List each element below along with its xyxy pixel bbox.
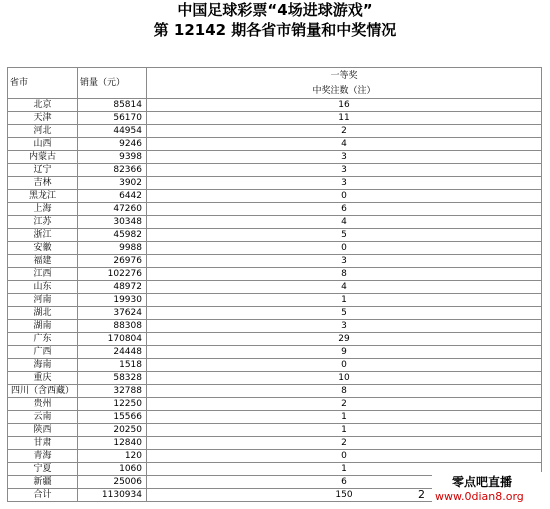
table-row — [8, 359, 542, 372]
sales-cell: 1060 — [78, 463, 147, 476]
sales-cell: 82366 — [78, 164, 147, 177]
province-cell: 合计 — [8, 489, 78, 502]
table-row — [8, 242, 542, 255]
wins-cell: 3 — [147, 320, 542, 333]
sales-cell: 12840 — [78, 437, 147, 450]
province-cell: 重庆 — [8, 372, 78, 385]
wins-cell: 8 — [147, 268, 542, 281]
wins-cell: 0 — [147, 242, 542, 255]
province-cell: 贵州 — [8, 398, 78, 411]
province-cell: 海南 — [8, 359, 78, 372]
sales-cell: 102276 — [78, 268, 147, 281]
sales-cell: 1518 — [78, 359, 147, 372]
sales-cell: 6442 — [78, 190, 147, 203]
table-row — [8, 398, 542, 411]
sales-prize-table — [7, 67, 542, 502]
province-cell: 江苏 — [8, 216, 78, 229]
table-row — [8, 99, 542, 112]
table-row — [8, 294, 542, 307]
wins-cell: 9 — [147, 346, 542, 359]
sales-cell: 170804 — [78, 333, 147, 346]
sales-cell: 15566 — [78, 411, 147, 424]
table-row — [8, 255, 542, 268]
table-row — [8, 385, 542, 398]
wins-cell: 0 — [147, 450, 542, 463]
sales-cell: 1130934 — [78, 489, 147, 502]
table-row — [8, 216, 542, 229]
table-row — [8, 151, 542, 164]
province-cell: 陕西 — [8, 424, 78, 437]
wins-cell: 1 — [147, 294, 542, 307]
province-cell: 吉林 — [8, 177, 78, 190]
table-row — [8, 125, 542, 138]
province-cell: 安徽 — [8, 242, 78, 255]
table-row — [8, 138, 542, 151]
table-body — [8, 99, 542, 502]
province-cell: 青海 — [8, 450, 78, 463]
sales-cell: 3902 — [78, 177, 147, 190]
sales-cell: 85814 — [78, 99, 147, 112]
sales-cell: 25006 — [78, 476, 147, 489]
sales-cell: 58328 — [78, 372, 147, 385]
sales-cell: 120 — [78, 450, 147, 463]
table-row — [8, 372, 542, 385]
sales-cell: 30348 — [78, 216, 147, 229]
sales-cell: 32788 — [78, 385, 147, 398]
province-cell: 上海 — [8, 203, 78, 216]
sales-cell: 24448 — [78, 346, 147, 359]
table-row — [8, 320, 542, 333]
table-row — [8, 190, 542, 203]
province-cell: 天津 — [8, 112, 78, 125]
header-prize-count: 中奖注数（注） — [147, 83, 542, 99]
province-cell: 山东 — [8, 281, 78, 294]
sales-cell: 56170 — [78, 112, 147, 125]
sales-cell: 47260 — [78, 203, 147, 216]
wins-cell: 16 — [147, 99, 542, 112]
province-cell: 河南 — [8, 294, 78, 307]
province-cell: 浙江 — [8, 229, 78, 242]
wins-cell: 5 — [147, 229, 542, 242]
province-cell: 福建 — [8, 255, 78, 268]
sales-cell: 9246 — [78, 138, 147, 151]
province-cell: 河北 — [8, 125, 78, 138]
header-province: 省市 — [8, 68, 78, 99]
wins-cell: 29 — [147, 333, 542, 346]
wins-cell: 6 — [147, 476, 542, 489]
wins-cell: 3 — [147, 177, 542, 190]
wins-cell: 1 — [147, 463, 542, 476]
watermark — [432, 472, 550, 509]
table-row — [8, 346, 542, 359]
table-row — [8, 437, 542, 450]
wins-cell: 2 — [147, 125, 542, 138]
province-cell: 江西 — [8, 268, 78, 281]
sales-cell: 48972 — [78, 281, 147, 294]
table-row — [8, 281, 542, 294]
province-cell: 广东 — [8, 333, 78, 346]
table-row — [8, 307, 542, 320]
province-cell: 宁夏 — [8, 463, 78, 476]
province-cell: 辽宁 — [8, 164, 78, 177]
province-cell: 黑龙江 — [8, 190, 78, 203]
page-title: 中国足球彩票“4场进球游戏” — [177, 1, 373, 19]
header-sales: 销量（元） — [78, 68, 147, 99]
sales-cell: 20250 — [78, 424, 147, 437]
sales-cell: 37624 — [78, 307, 147, 320]
table-row — [8, 424, 542, 437]
province-cell: 广西 — [8, 346, 78, 359]
watermark-title: 零点吧直播 — [452, 475, 513, 489]
wins-cell: 5 — [147, 307, 542, 320]
wins-cell: 3 — [147, 164, 542, 177]
sales-cell: 19930 — [78, 294, 147, 307]
province-cell: 内蒙古 — [8, 151, 78, 164]
wins-cell: 4 — [147, 281, 542, 294]
table-row — [8, 333, 542, 346]
province-cell: 北京 — [8, 99, 78, 112]
wins-cell: 10 — [147, 372, 542, 385]
table-row — [8, 229, 542, 242]
wins-cell: 2 — [147, 437, 542, 450]
wins-cell: 4 — [147, 216, 542, 229]
table-row — [8, 112, 542, 125]
page-subtitle: 第 12142 期各省市销量和中奖情况 — [153, 21, 397, 39]
table-row — [8, 268, 542, 281]
province-cell: 四川（含西藏） — [8, 385, 78, 398]
sales-cell: 9398 — [78, 151, 147, 164]
wins-cell: 0 — [147, 190, 542, 203]
sales-cell: 26976 — [78, 255, 147, 268]
table-row — [8, 164, 542, 177]
wins-cell: 1 — [147, 424, 542, 437]
sales-cell: 44954 — [78, 125, 147, 138]
wins-cell: 1 — [147, 411, 542, 424]
table-row — [8, 177, 542, 190]
wins-cell: 2 — [147, 398, 542, 411]
wins-cell: 3 — [147, 255, 542, 268]
header-prize-tier: 一等奖 — [147, 68, 542, 84]
sales-cell: 12250 — [78, 398, 147, 411]
wins-cell: 150 — [147, 489, 542, 502]
province-cell: 新疆 — [8, 476, 78, 489]
wins-cell: 4 — [147, 138, 542, 151]
province-cell: 湖北 — [8, 307, 78, 320]
wins-cell: 0 — [147, 359, 542, 372]
watermark-url: www.0dian8.org — [435, 490, 524, 503]
province-cell: 甘肃 — [8, 437, 78, 450]
wins-cell: 6 — [147, 203, 542, 216]
sales-cell: 88308 — [78, 320, 147, 333]
wins-cell: 8 — [147, 385, 542, 398]
sales-cell: 9988 — [78, 242, 147, 255]
wins-cell: 3 — [147, 151, 542, 164]
wins-cell: 11 — [147, 112, 542, 125]
province-cell: 云南 — [8, 411, 78, 424]
province-cell: 湖南 — [8, 320, 78, 333]
table-row — [8, 411, 542, 424]
province-cell: 山西 — [8, 138, 78, 151]
sales-cell: 45982 — [78, 229, 147, 242]
table-row — [8, 450, 542, 463]
page-number: 2 — [418, 488, 425, 501]
table-row — [8, 203, 542, 216]
